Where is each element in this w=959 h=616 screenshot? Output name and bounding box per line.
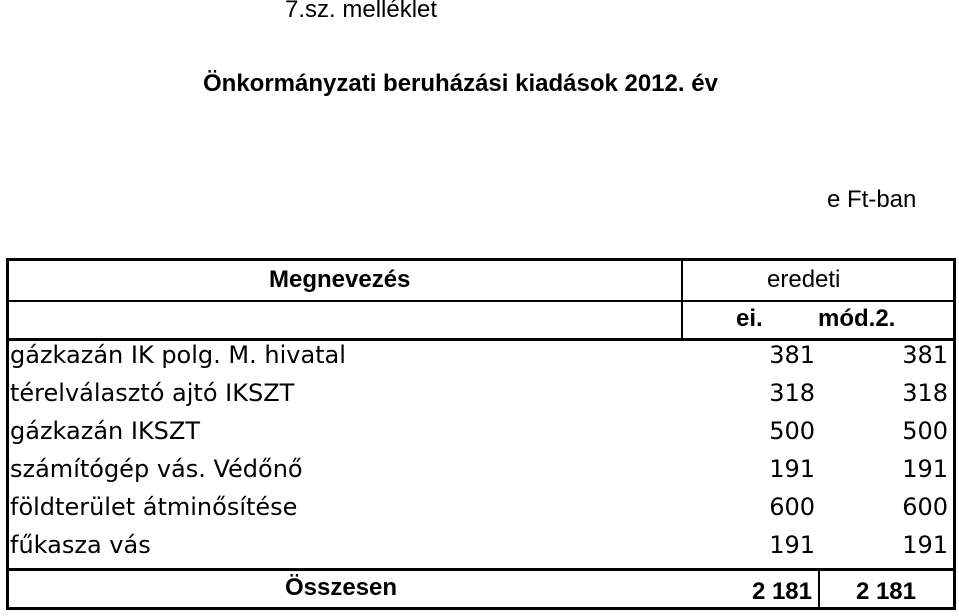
- total-label: Összesen: [285, 574, 398, 601]
- row-name: térelválasztó ajtó IKSZT: [10, 379, 295, 407]
- unit-label: e Ft-ban: [827, 186, 917, 213]
- column-header-name: Megnevezés: [269, 266, 411, 293]
- row-ei: 600: [769, 493, 815, 521]
- total-ei: 2 181: [751, 578, 812, 605]
- total-mod: 2 181: [855, 578, 916, 605]
- column-header-ei: ei.: [736, 305, 763, 332]
- row-mod: 191: [902, 455, 948, 483]
- row-ei: 191: [769, 455, 815, 483]
- group-column-divider: [681, 258, 683, 340]
- column-header-mod: mód.2.: [818, 305, 896, 332]
- row-mod: 600: [902, 493, 948, 521]
- row-name: földterület átminősítése: [10, 493, 298, 521]
- row-mod: 191: [902, 531, 948, 559]
- row-ei: 191: [769, 531, 815, 559]
- header-divider: [6, 300, 956, 302]
- row-name: számítógép vás. Védőnő: [10, 455, 303, 483]
- row-name: fűkasza vás: [10, 531, 151, 559]
- row-name: gázkazán IK polg. M. hivatal: [10, 341, 346, 369]
- row-ei: 381: [769, 341, 815, 369]
- row-mod: 318: [902, 379, 948, 407]
- annex-label: 7.sz. melléklet: [285, 0, 438, 23]
- total-divider: [6, 568, 956, 571]
- row-ei: 318: [769, 379, 815, 407]
- row-mod: 500: [902, 417, 948, 445]
- row-name: gázkazán IKSZT: [10, 417, 201, 445]
- row-mod: 381: [902, 341, 948, 369]
- page-title: Önkormányzati beruházási kiadások 2012. év: [203, 70, 718, 97]
- column-header-original: eredeti: [767, 266, 841, 293]
- row-ei: 500: [769, 417, 815, 445]
